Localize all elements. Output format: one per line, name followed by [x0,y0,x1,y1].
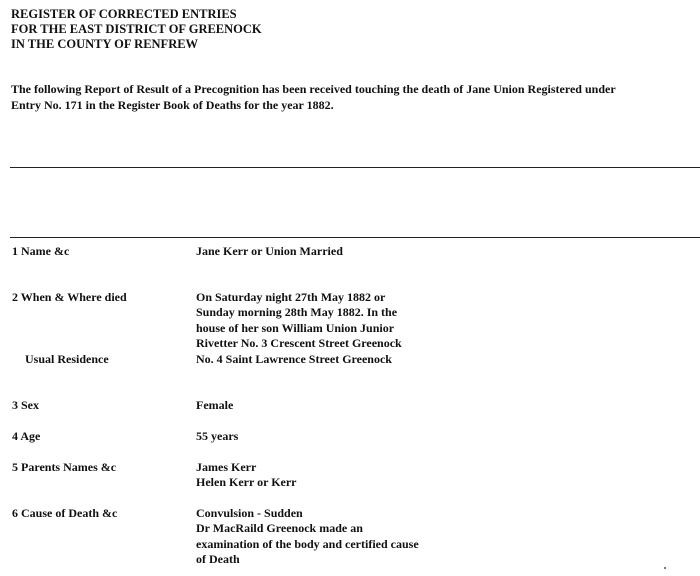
when-where-line-1: On Saturday night 27th May 1882 or [196,290,386,304]
cause-line-3: examination of the body and certified cause [196,536,419,551]
age-label: 4 Age [12,429,41,443]
parent-father: James Kerr [196,460,257,474]
parent-mother: Helen Kerr or Kerr [196,475,297,490]
cause-line-1: Convulsion - Sudden [196,506,303,520]
when-where-line-4: Rivetter No. 3 Crescent Street Greenock [196,336,402,351]
sex-label: 3 Sex [12,398,39,412]
cause-label: 6 Cause of Death &c [12,506,118,520]
when-where-line-3: house of her son William Union Junior [196,320,395,335]
stray-mark [664,567,666,569]
residence-label: Usual Residence [25,352,109,366]
intro-line-2: Entry No. 171 in the Register Book of Deaths for the year 1882. [11,97,334,112]
header-title: REGISTER OF CORRECTED ENTRIES [11,7,237,21]
sex-value: Female [196,398,234,412]
name-value: Jane Kerr or Union Married [196,244,343,258]
divider-line-top [10,167,700,168]
register-header [11,7,262,52]
cause-line-4: of Death [196,552,240,567]
header-district: FOR THE EAST DISTRICT OF GREENOCK [11,22,262,36]
when-where-label: 2 When & Where died [12,290,127,304]
intro-line-1: The following Report of Result of a Precognition has been received touching the death of Jane Union Registered under [11,82,616,96]
parents-value [196,460,297,491]
age-value: 55 years [196,429,239,443]
name-label: 1 Name &c [12,244,70,258]
cause-line-2: Dr MacRaild Greenock made an [196,521,363,536]
divider-line-bottom [10,237,700,238]
header-county: IN THE COUNTY OF RENFREW [11,37,199,51]
when-where-value [196,290,402,352]
residence-value: No. 4 Saint Lawrence Street Greenock [196,352,392,366]
parents-label: 5 Parents Names &c [12,460,117,474]
when-where-line-2: Sunday morning 28th May 1882. In the [196,305,398,320]
report-intro [11,82,696,113]
cause-value [196,506,419,568]
